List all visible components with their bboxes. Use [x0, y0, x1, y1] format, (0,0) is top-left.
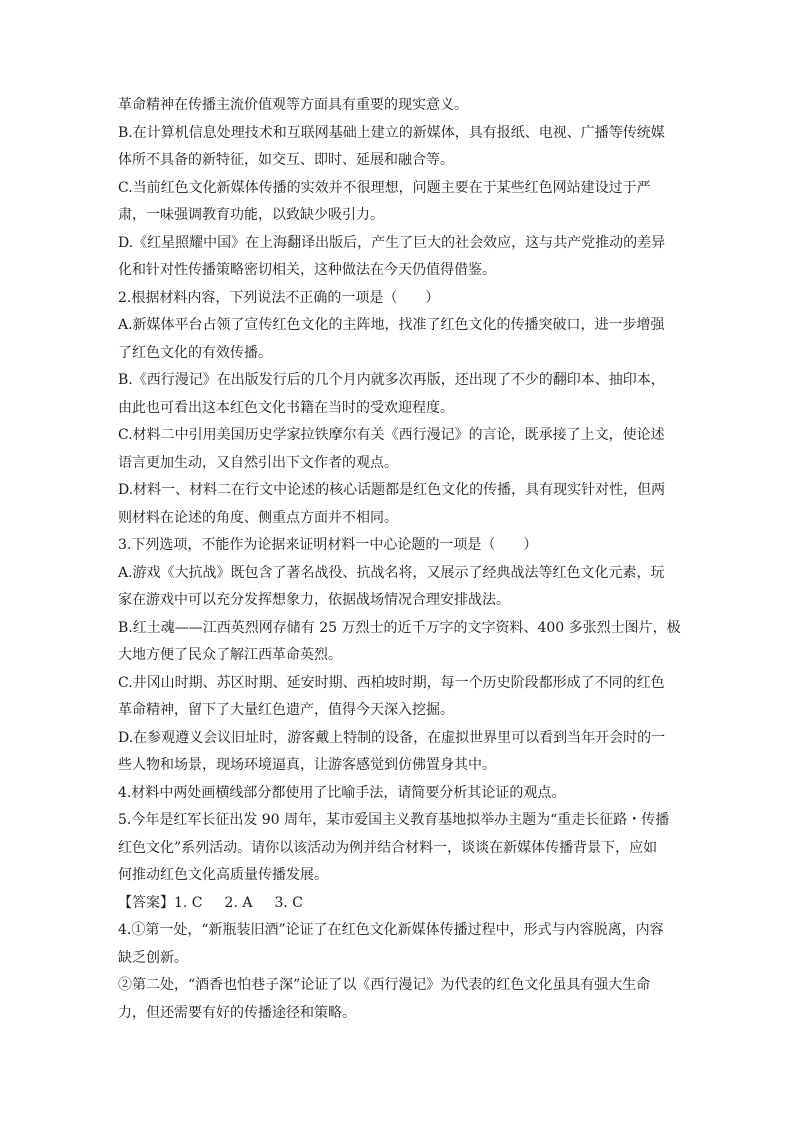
question-5-line-1: 5.今年是红军长征出发 90 周年，某市爱国主义教育基地拟举办主题为“重走长征路・传播	[118, 812, 670, 828]
q2-option-d-line-1: D.材料一、材料二在行文中论述的核心话题都是红色文化的传播，具有现实针对性，但两	[118, 482, 666, 498]
answer-item-1: 1. C	[174, 894, 203, 911]
answer-label: 【答案】	[118, 894, 174, 911]
option-c-line-1: C.当前红色文化新媒体传播的实效并不很理想，问题主要在于某些红色网站建设过于严	[118, 179, 651, 196]
text-line: 家在游戏中可以充分发挥想象力，依据战场情况合理安排战法。	[118, 592, 510, 608]
text-line: 由此也可看出这本红色文化书籍在当时的受欢迎程度。	[118, 399, 454, 416]
answer-text-line: 缺乏创新。	[118, 949, 188, 966]
q2-option-b-line-1: B.《西行漫记》在出版发行后的几个月内就多次再版，还出现了不少的翻印本、抽印本，	[118, 372, 665, 388]
answer-line	[118, 890, 680, 918]
text-line: 则材料在论述的角度、侧重点方面并不相同。	[118, 509, 398, 526]
answer-text-line: 力，但还需要有好的传播途径和策略。	[118, 1004, 356, 1021]
q3-option-c-line-1: C.井冈山时期、苏区时期、延安时期、西柏坡时期，每一个历史阶段都形成了不同的红色	[118, 674, 665, 691]
q2-option-c-line-1: C.材料二中引用美国历史学家拉铁摩尔有关《西行漫记》的言论，既承接了上文，使论述	[118, 427, 665, 443]
text-line: 大地方便了民众了解江西革命英烈。	[118, 647, 342, 663]
question-4: 4.材料中两处画横线部分都使用了比喻手法，请简要分析其论证的观点。	[118, 784, 566, 801]
text-line: 语言更加生动，又自然引出下文作者的观点。	[118, 454, 398, 471]
text-line: 红色文化”系列活动。请你以该活动为例并结合材料一，谈谈在新媒体传播背景下，应如	[118, 839, 658, 856]
option-d-line-1: D.《红星照耀中国》在上海翻译出版后，产生了巨大的社会效应，这与共产党推动的差异	[118, 234, 666, 251]
text-line: 化和针对性传播策略密切相关，这种做法在今天仍值得借鉴。	[118, 262, 496, 278]
answer-4-line-2: ②第二处，“酒香也怕巷子深”论证了以《西行漫记》为代表的红色文化虽具有强大生命	[118, 977, 651, 993]
text-line: 何推动红色文化高质量传播发展。	[118, 867, 328, 883]
answer-item-2: 2. A	[224, 894, 253, 911]
option-b-line-1: B.在计算机信息处理技术和互联网基础上建立的新媒体，具有报纸、电视、广播等传统媒	[118, 124, 665, 141]
q3-option-d-line-1: D.在参观遵义会议旧址时，游客戴上特制的设备，在虚拟世界里可以看到当年开会时的一	[118, 729, 666, 746]
text-line: 体所不具备的新特征，如交互、即时、延展和融合等。	[118, 152, 454, 168]
text-line: 革命精神在传播主流价值观等方面具有重要的现实意义。	[118, 97, 468, 113]
document-body	[118, 92, 680, 1027]
question-2: 2.根据材料内容，下列说法不正确的一项是（ ）	[118, 289, 440, 306]
question-3: 3.下列选项，不能作为论据来证明材料一中心论题的一项是（ ）	[118, 537, 538, 553]
answer-item-3: 3. C	[274, 894, 303, 911]
text-line: 些人物和场景，现场环境逼真，让游客感觉到仿佛置身其中。	[118, 757, 496, 773]
text-line: 了红色文化的有效传播。	[118, 344, 272, 361]
text-line: 革命精神，留下了大量红色遗产，值得今天深入挖掘。	[118, 702, 454, 718]
q2-option-a-line-1: A.新媒体平台占领了宣传红色文化的主阵地，找准了红色文化的传播突破口，进一步增强	[118, 317, 665, 333]
text-line: 肃，一味强调教育功能，以致缺少吸引力。	[118, 207, 384, 223]
q3-option-b-line-1: B.红土魂——江西英烈网存储有 25 万烈士的近千万字的文字资料、400 多张烈士图片，极	[118, 619, 681, 636]
q3-option-a-line-1: A.游戏《大抗战》既包含了著名战役、抗战名将，又展示了经典战法等红色文化元素，玩	[118, 564, 665, 581]
answer-4-line-1: 4.①第一处，“新瓶装旧酒”论证了在红色文化新媒体传播过程中，形式与内容脱离，内容	[118, 922, 664, 938]
